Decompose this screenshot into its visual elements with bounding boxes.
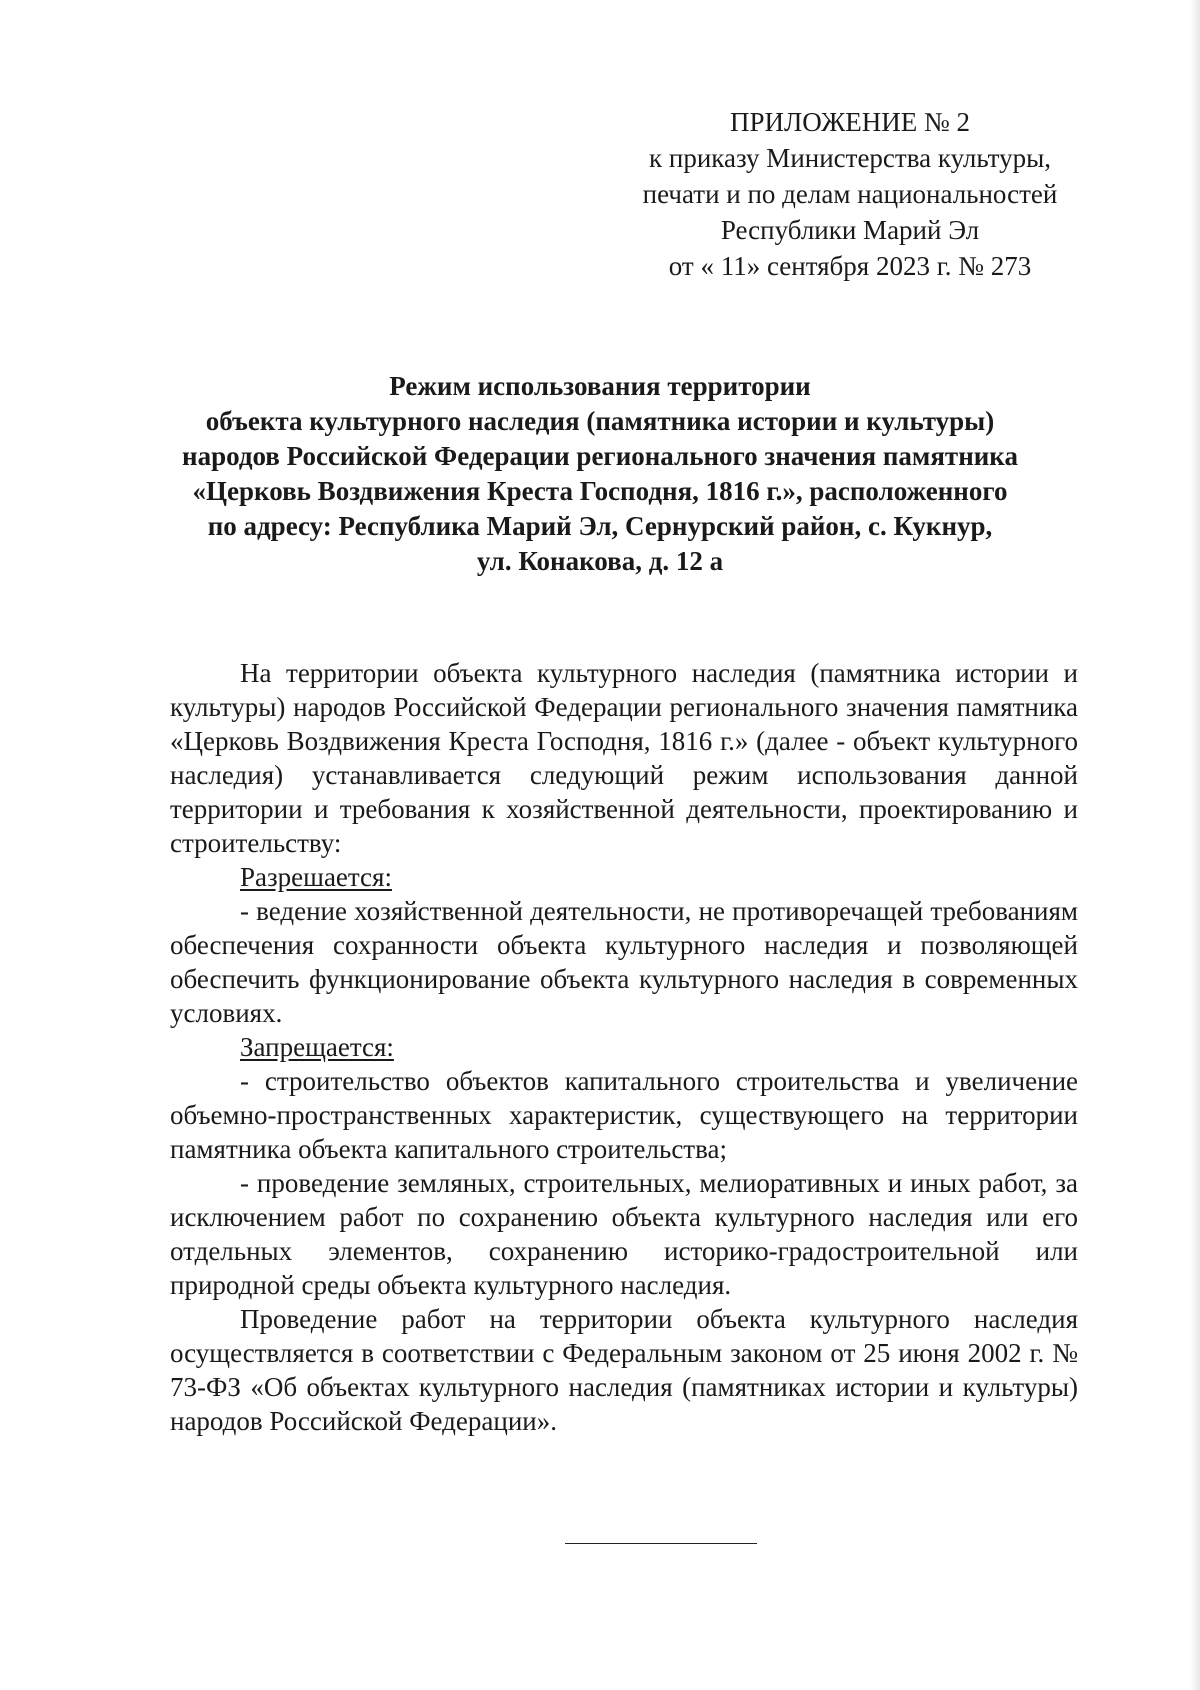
forbidden-heading: Запрещается: [240, 1032, 394, 1062]
title-line-2: объекта культурного наследия (памятника истории и культуры) [205, 406, 995, 436]
scan-edge-shadow [1190, 0, 1200, 1690]
appendix-number: ПРИЛОЖЕНИЕ № 2 [729, 107, 971, 137]
allowed-heading: Разрешается: [240, 862, 392, 892]
title-line-3: народов Российской Федерации регионального значения памятника [182, 441, 1018, 471]
appendix-header [600, 104, 1100, 284]
forbidden-item-1: - строительство объектов капитального строительства и увеличение объемно-пространственных характеристик, существующего на территории памятника объекта капитального строительства; [170, 1066, 1078, 1164]
appendix-ministry-line: печати и по делам национальностей [642, 179, 1058, 209]
intro-paragraph: На территории объекта культурного наследия (памятника истории и культуры) народов Российской Федерации регионального значения памятника «Церковь Воздвижения Креста Господня, 1816 г.» (далее - объект культурного наследия) устанавливается следующий режим использования данной территории и требования к хозяйственной деятельности, проектированию и строительству: [170, 658, 1078, 858]
appendix-republic-line: Республики Марий Эл [720, 215, 980, 245]
title-line-4: «Церковь Воздвижения Креста Господня, 1816 г.», расположенного [192, 476, 1008, 506]
end-divider-line [565, 1543, 757, 1544]
document-body [170, 656, 1078, 1438]
title-line-1: Режим использования территории [389, 371, 811, 401]
title-line-6: ул. Конакова, д. 12 а [476, 546, 724, 576]
allowed-item: - ведение хозяйственной деятельности, не противоречащей требованиям обеспечения сохранности объекта культурного наследия и позволяющей обеспечить функционирование объекта культурного наследия в современных условиях. [170, 896, 1078, 1028]
appendix-order-line: к приказу Министерства культуры, [649, 143, 1051, 173]
appendix-date-line: от « 11» сентября 2023 г. № 273 [668, 251, 1032, 281]
forbidden-item-2: - проведение земляных, строительных, мелиоративных и иных работ, за исключением работ по сохранению объекта культурного наследия или его отдельных элементов, сохранению историко-градостроительной или природной среды объекта культурного наследия. [170, 1168, 1078, 1300]
document-title [120, 369, 1080, 579]
closing-paragraph: Проведение работ на территории объекта культурного наследия осуществляется в соответствии с Федеральным законом от 25 июня 2002 г. № 73-ФЗ «Об объектах культурного наследия (памятниках истории и культуры) народов Российской Федерации». [170, 1304, 1078, 1436]
title-line-5: по адресу: Республика Марий Эл, Сернурский район, с. Кукнур, [207, 511, 993, 541]
